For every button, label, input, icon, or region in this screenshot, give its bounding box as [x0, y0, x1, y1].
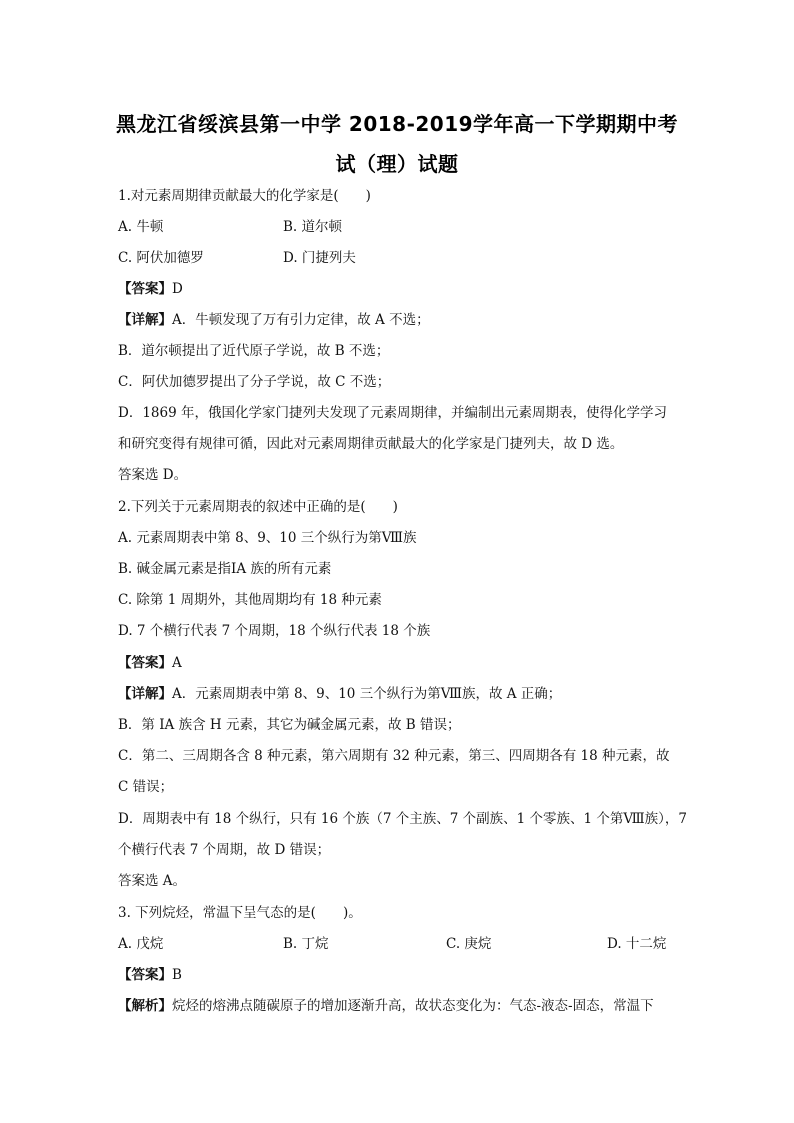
question-1-conclusion: 答案选 D。 — [118, 467, 188, 483]
question-2-stem: 2.下列关于元素周期表的叙述中正确的是( ) — [118, 499, 398, 515]
question-1-option-c: C. 阿伏加德罗 — [118, 250, 204, 266]
question-2-detail-line-6: 个横行代表 7 个周期，故 D 错误； — [118, 842, 331, 858]
question-3-answer — [118, 966, 678, 984]
question-2-answer — [118, 654, 678, 672]
question-1-detail-line-3: C．阿伏加德罗提出了分子学说，故 C 不选； — [118, 374, 391, 390]
question-1-detail-line-5: 和研究变得有规律可循，因此对元素周期律贡献最大的化学家是门捷列夫，故 D 选。 — [118, 436, 624, 452]
document-title-line-2: 试（理）试题 — [335, 152, 459, 176]
question-2-option-b: B. 碱金属元素是指ⅠA 族的所有元素 — [118, 561, 332, 577]
question-2-detail-line-5: D．周期表中有 18 个纵行，只有 16 个族（7 个主族、7 个副族、1 个零族、1 个第Ⅷ族），7 — [118, 811, 687, 827]
answer-value: D — [172, 281, 183, 297]
question-1-option-b: B. 道尔顿 — [283, 219, 343, 235]
document-title-line-1: 黑龙江省绥滨县第一中学 2018-2019学年高一下学期期中考 — [115, 112, 679, 136]
question-1-detail-line-4: D．1869 年，俄国化学家门捷列夫发现了元素周期律，并编制出元素周期表，使得化学学习 — [118, 405, 667, 421]
analysis-text: 烷烃的熔沸点随碳原子的增加逐渐升高，故状态变化为：气态-液态-固态，常温下 — [172, 998, 654, 1014]
question-1-option-d: D. 门捷列夫 — [283, 250, 356, 266]
detail-text: A．元素周期表中第 8、9、10 三个纵行为第Ⅷ族，故 A 正确； — [172, 686, 562, 702]
question-2-option-d: D. 7 个横行代表 7 个周期，18 个纵行代表 18 个族 — [118, 623, 431, 639]
question-2-detail-line-4: C 错误； — [118, 779, 174, 795]
question-1-detail-line-2: B．道尔顿提出了近代原子学说，故 B 不选； — [118, 343, 390, 359]
question-2-detail-line-1 — [118, 685, 678, 703]
answer-tag: 【答案】 — [118, 655, 172, 671]
answer-tag: 【答案】 — [118, 967, 172, 983]
question-2-detail-line-2: B．第 IA 族含 H 元素，其它为碱金属元素，故 B 错误； — [118, 717, 461, 733]
detail-text: A．牛顿发现了万有引力定律，故 A 不选； — [172, 312, 430, 328]
detail-tag: 【详解】 — [118, 686, 172, 702]
answer-value: B — [172, 967, 182, 983]
question-1-stem: 1.对元素周期律贡献最大的化学家是( ) — [118, 188, 371, 204]
question-3-option-b: B. 丁烷 — [283, 936, 329, 952]
question-2-detail-line-3: C．第二、三周期各含 8 种元素，第六周期有 32 种元素，第三、四周期各有 18 种元素，故 — [118, 748, 670, 764]
question-1-option-a: A. 牛顿 — [118, 219, 164, 235]
question-3-stem: 3. 下列烷烃，常温下呈气态的是( )。 — [118, 905, 362, 921]
question-3-option-a: A. 戊烷 — [118, 936, 164, 952]
question-3-option-d: D. 十二烷 — [607, 936, 667, 952]
answer-value: A — [172, 655, 182, 671]
question-2-option-c: C. 除第 1 周期外，其他周期均有 18 种元素 — [118, 592, 382, 608]
answer-tag: 【答案】 — [118, 281, 172, 297]
question-3-option-c: C. 庚烷 — [446, 936, 492, 952]
question-2-conclusion: 答案选 A。 — [118, 873, 187, 889]
question-1-answer — [118, 280, 678, 298]
question-1-detail-line-1 — [118, 311, 678, 329]
question-2-option-a: A. 元素周期表中第 8、9、10 三个纵行为第Ⅷ族 — [118, 530, 417, 546]
detail-tag: 【详解】 — [118, 312, 172, 328]
question-3-analysis — [118, 997, 678, 1015]
analysis-tag: 【解析】 — [118, 998, 172, 1014]
